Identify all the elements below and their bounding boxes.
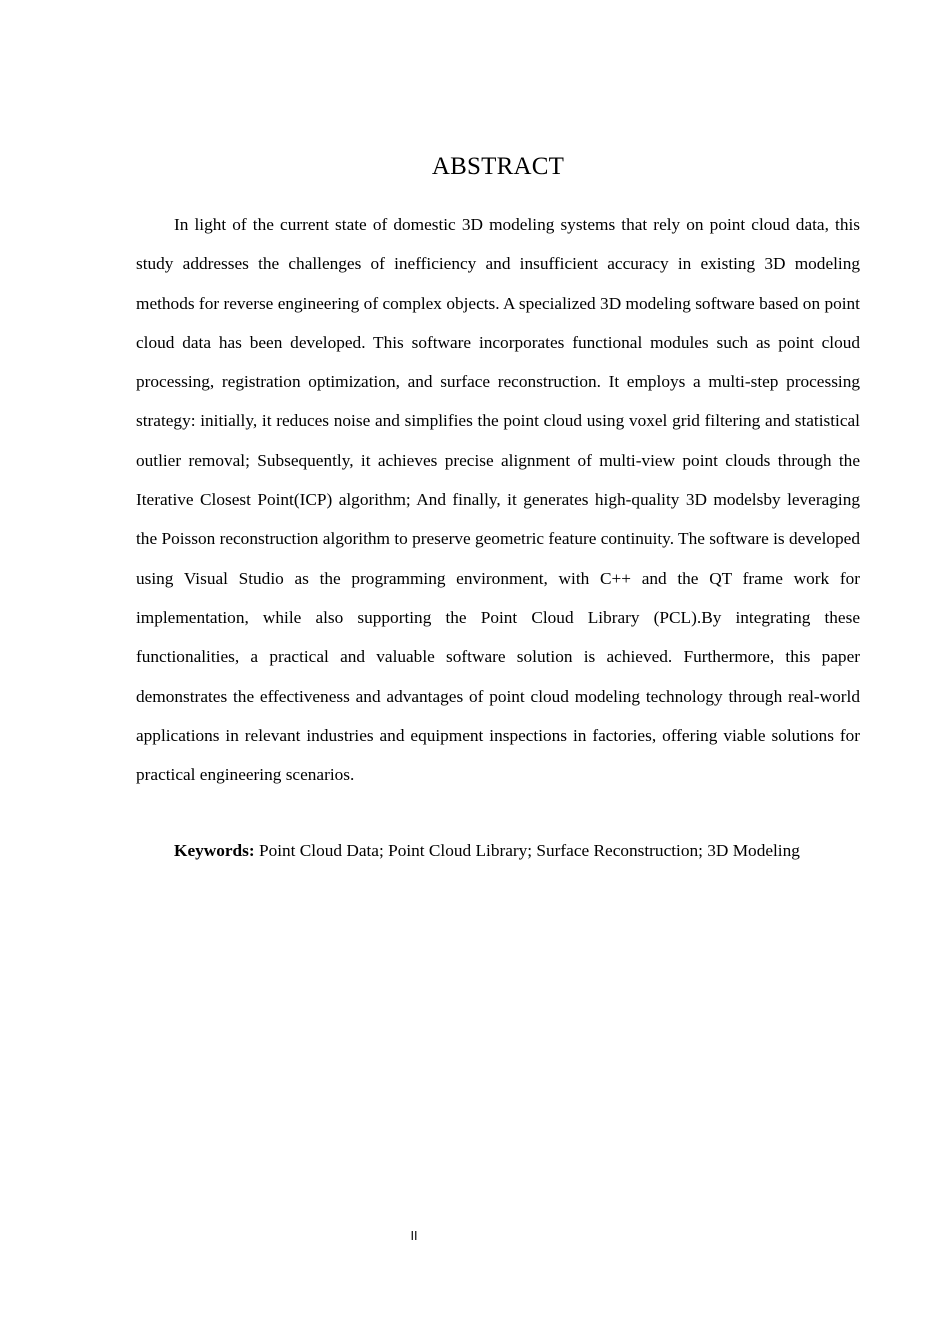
- page-title: ABSTRACT: [431, 153, 565, 180]
- keywords-label: Keywords:: [174, 841, 255, 860]
- page-number: II: [410, 1229, 418, 1243]
- abstract-paragraph: In light of the current state of domestic 3D modeling systems that rely on point cloud data, this study addresses the challenges of inefficiency and insufficient accuracy in existing 3D modeling methods for reverse engineering of complex objects. A specialized 3D modeling software based on point cloud data has been developed. This software incorporates functional modules such as point cloud processing, registration optimization, and surface reconstruction. It employs a multi-step processing strategy: initially, it reduces noise and simplifies the point cloud using voxel grid filtering and statistical outlier removal; Subsequently, it achieves precise alignment of multi-view point clouds through the Iterative Closest Point(ICP) algorithm; And finally, it generates high-quality 3D modelsby leveraging the Poisson reconstruction algorithm to preserve geometric feature continuity. The software is developed using Visual Studio as the programming environment, with C++ and the QT frame work for implementation, while also supporting the Point Cloud Library (PCL).By integrating these functionalities, a practical and valuable software solution is achieved. Furthermore, this paper demonstrates the effectiveness and advantages of point cloud modeling technology through real-world applications in relevant industries and equipment inspections in factories, offering viable solutions for practical engineering scenarios.: [136, 215, 860, 785]
- keywords-line: [136, 833, 860, 869]
- keywords-text: Point Cloud Data; Point Cloud Library; Surface Reconstruction; 3D Modeling: [254, 841, 800, 860]
